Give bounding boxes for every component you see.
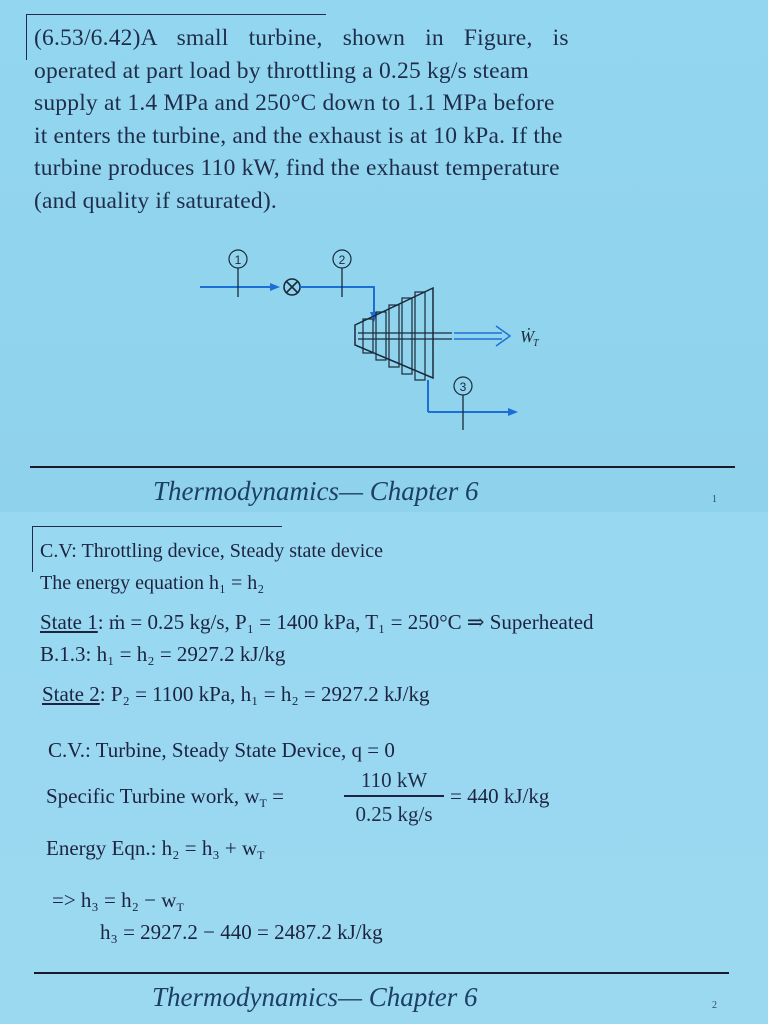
state-3-label: 3 bbox=[459, 380, 467, 394]
footer-title: Thermodynamics— Chapter 6 bbox=[152, 982, 478, 1012]
footer-divider bbox=[30, 466, 735, 468]
frame-line bbox=[32, 526, 33, 572]
problem-number: (6.53/6.42) bbox=[34, 25, 141, 51]
fraction-denominator: 0.25 kg/s bbox=[355, 802, 433, 826]
h3-subscript: T bbox=[176, 900, 184, 914]
work-subscript: T bbox=[259, 796, 267, 810]
work-equals: = bbox=[266, 784, 284, 808]
footer-divider bbox=[34, 972, 729, 974]
cv-throttling: C.V: Throttling device, Steady state device bbox=[40, 540, 384, 562]
state-2-label: 2 bbox=[338, 253, 346, 267]
energy-equation: The energy equation h₁ = h₂ bbox=[40, 572, 265, 594]
problem-line: A small turbine, shown in Figure, is bbox=[140, 25, 569, 51]
fraction-bar bbox=[344, 795, 444, 797]
flow-arrow-icon bbox=[270, 283, 280, 291]
footer-title: Thermodynamics— Chapter 6 bbox=[153, 476, 479, 506]
h3-result: h₃ = 2927.2 − 440 = 2487.2 kJ/kg bbox=[100, 920, 383, 944]
state-1-row bbox=[40, 610, 594, 635]
problem-line: it enters the turbine, and the exhaust is at 10 kPa. If the bbox=[34, 122, 563, 149]
page-number: 2 bbox=[712, 1000, 717, 1011]
work-label: Ẇ bbox=[520, 327, 535, 346]
h3-derivation-row bbox=[52, 888, 184, 915]
state-2-row bbox=[42, 682, 430, 707]
state-2-text: : P₂ = 1100 kPa, h₁ = h₂ = 2927.2 kJ/kg bbox=[99, 682, 430, 706]
frame-line bbox=[32, 526, 282, 527]
frame-line bbox=[26, 14, 27, 60]
turbine-diagram bbox=[190, 240, 550, 440]
b13-row: B.1.3: h₁ = h₂ = 2927.2 kJ/kg bbox=[40, 642, 286, 666]
problem-line: turbine produces 110 kW, find the exhaust temperature bbox=[34, 155, 560, 181]
work-subscript: T bbox=[533, 338, 539, 349]
flow-arrow-icon bbox=[508, 408, 518, 416]
work-label: Specific Turbine work, w bbox=[46, 784, 260, 808]
state-1-text: : ṁ = 0.25 kg/s, P₁ = 1400 kPa, T₁ = 250°C ⇒ Superheated bbox=[97, 610, 594, 634]
h3-derivation: => h₃ = h₂ − w bbox=[52, 888, 177, 912]
energy-subscript: T bbox=[257, 848, 265, 862]
problem-line: operated at part load by throttling a 0.25 kg/s steam bbox=[34, 57, 529, 84]
page-number: 1 bbox=[712, 494, 717, 505]
frame-line bbox=[26, 14, 326, 15]
cv-turbine: C.V.: Turbine, Steady State Device, q = 0 bbox=[48, 738, 395, 762]
fraction-numerator: 110 kW bbox=[360, 768, 428, 792]
state-2-heading: State 2 bbox=[42, 682, 100, 706]
work-result: = 440 kJ/kg bbox=[450, 784, 550, 808]
state-1-label: 1 bbox=[234, 253, 242, 267]
state-1-heading: State 1 bbox=[40, 610, 98, 634]
problem-statement bbox=[34, 22, 710, 217]
problem-line: supply at 1.4 MPa and 250°C down to 1.1 MPa before bbox=[34, 90, 555, 116]
problem-line: (and quality if saturated). bbox=[34, 187, 277, 214]
work-row bbox=[46, 784, 284, 811]
slide-2 bbox=[0, 512, 768, 1024]
energy-eqn-row bbox=[46, 836, 265, 863]
energy-eqn: Energy Eqn.: h₂ = h₃ + w bbox=[46, 836, 258, 860]
work-arrow-head-icon bbox=[496, 326, 510, 346]
